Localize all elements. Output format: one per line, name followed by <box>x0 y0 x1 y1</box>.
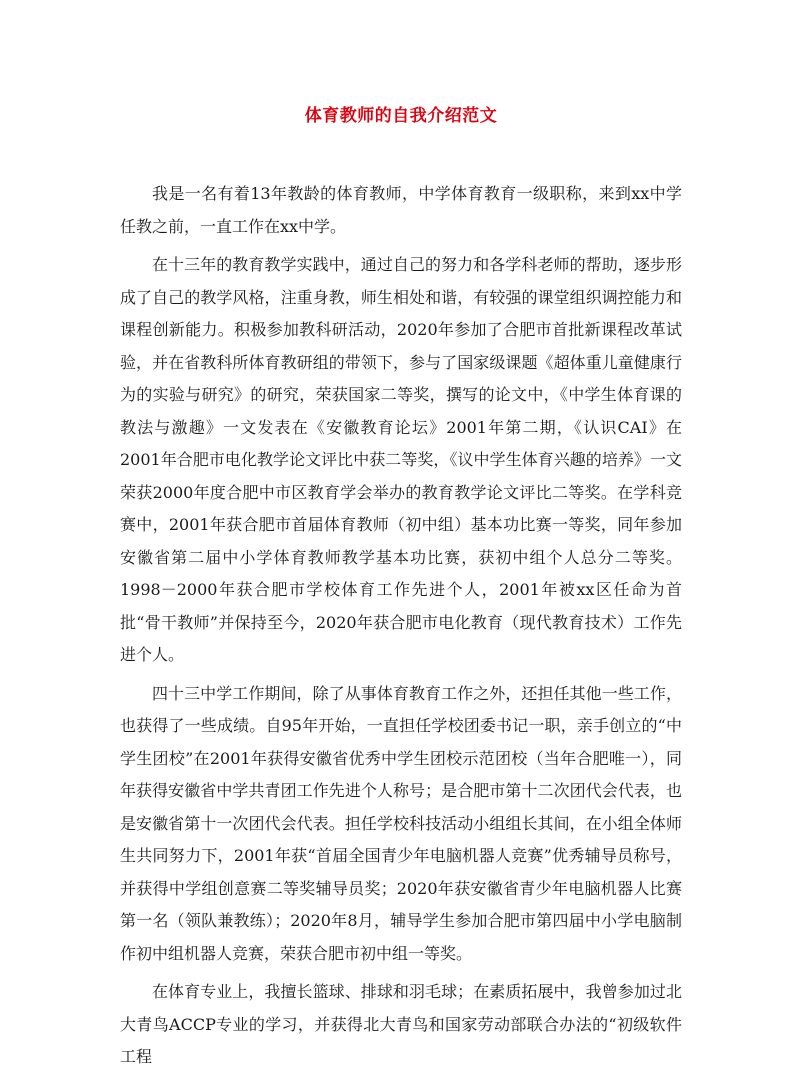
document-body <box>120 178 682 1074</box>
paragraph-intro: 我是一名有着13年教龄的体育教师，中学体育教育一级职称，来到xx中学任教之前，一直工作在xx中学。 <box>120 184 682 236</box>
paragraph-specialties: 在体育专业上，我擅长篮球、排球和羽毛球；在素质拓展中，我曾参加过北大青鸟ACCP专业的学习，并获得北大青鸟和国家劳动部联合办法的“初级软件工程 <box>120 982 682 1066</box>
document-title: 体育教师的自我介绍范文 <box>304 106 498 126</box>
paragraph-teaching-achievements: 在十三年的教育教学实践中，通过自己的努力和各学科老师的帮助，逐步形成了自己的教学风格，注重身教，师生相处和谐，有较强的课堂组织调控能力和课程创新能力。积极参加教科研活动，2020年参加了合肥市首批新课程改革试验，并在省教科所体育教研组的带领下，参与了国家级课题《超体重儿童健康行为的实验与研究》的研究，荣获国家二等奖，撰写的论文中，《中学生体育课的教法与激趣》一文发表在《安徽教育论坛》2001年第二期，《认识CAI》在2001年合肥市电化教学论文评比中获二等奖，《议中学生体育兴趣的培养》一文荣获2000年度合肥中市区教育学会举办的教育教学论文评比二等奖。在学科竞赛中，2001年获合肥市首届体育教师（初中组）基本功比赛一等奖，同年参加安徽省第二届中小学体育教师教学基本功比赛，获初中组个人总分二等奖。1998－2000年获合肥市学校体育工作先进个人，2001年被xx区任命为首批“骨干教师”并保持至今，2020年获合肥市电化教育（现代教育技术）工作先进个人。 <box>120 255 682 664</box>
paragraph-other-work: 四十三中学工作期间，除了从事体育教育工作之外，还担任其他一些工作，也获得了一些成绩。自95年开始，一直担任学校团委书记一职，亲手创立的“中学生团校”在2001年获得安徽省优秀中学生团校示范团校（当年合肥唯一），同年获得安徽省中学共青团工作先进个人称号；是合肥市第十二次团代会代表，也是安徽省第十一次团代会代表。担任学校科技活动小组组长其间，在小组全体师生共同努力下，2001年获“首届全国青少年电脑机器人竞赛”优秀辅导员称号，并获得中学组创意赛二等奖辅导员奖；2020年获安徽省青少年电脑机器人比赛第一名（领队兼教练）；2020年8月，辅导学生参加合肥市第四届中小学电脑制作初中组机器人竞赛，荣获合肥市初中组一等奖。 <box>120 683 682 963</box>
